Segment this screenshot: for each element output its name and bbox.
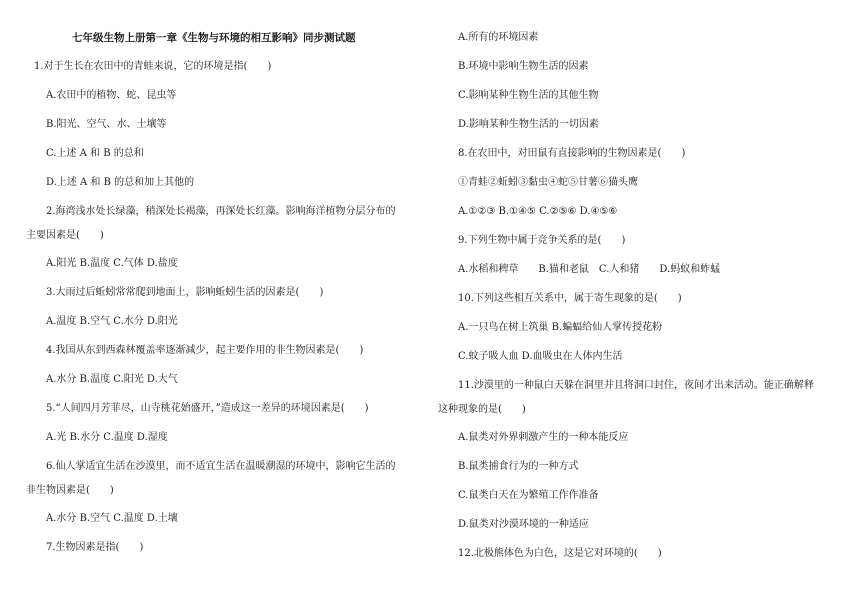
question-12: 12.北极熊体色为白色，这是它对环境的( ) <box>458 548 662 559</box>
option-11d: D.鼠类对沙漠环境的一种适应 <box>458 519 589 530</box>
question-5: 5.“人间四月芳菲尽，山寺桃花始盛开，”造成这一差异的环境因素是( ) <box>46 403 369 414</box>
question-10: 10.下列这些相互关系中，属于寄生现象的是( ) <box>458 293 682 304</box>
question-6: 6.仙人掌适宜生活在沙漠里，而不适宜生活在温暖潮湿的环境中，影响它生活的 <box>46 461 396 472</box>
options-5: A.光 B.水分 C.温度 D.湿度 <box>46 432 168 443</box>
options-10-cd: C.蚊子吸人血 D.血吸虫在人体内生活 <box>458 351 623 362</box>
question-7: 7.生物因素是指( ) <box>46 542 144 553</box>
options-4: A.水分 B.温度 C.阳光 D.大气 <box>46 374 178 385</box>
option-1b: B.阳光、空气、水、土壤等 <box>46 119 167 130</box>
option-7b: B.环境中影响生物生活的因素 <box>458 61 589 72</box>
question-6-cont: 非生物因素是( ) <box>26 485 114 496</box>
document-title: 七年级生物上册第一章《生物与环境的相互影响》同步测试题 <box>72 32 356 44</box>
option-7d: D.影响某种生物生活的一切因素 <box>458 119 599 130</box>
option-11a: A.鼠类对外界刺激产生的一种本能反应 <box>458 432 629 443</box>
question-3: 3.大雨过后蚯蚓常常爬到地面上，影响蚯蚓生活的因素是( ) <box>46 287 324 298</box>
options-8: A.①②③ B.①④⑤ C.②⑤⑥ D.④⑤⑥ <box>458 206 618 217</box>
options-6: A.水分 B.空气 C.温度 D.土壤 <box>46 513 178 524</box>
question-2-cont: 主要因素是( ) <box>26 230 104 241</box>
question-1: 1.对于生长在农田中的青蛙来说，它的环境是指( ) <box>34 61 272 72</box>
option-1c: C.上述 A 和 B 的总和 <box>46 148 144 159</box>
option-1a: A.农田中的植物、蛇、昆虫等 <box>46 90 177 101</box>
options-10-ab: A.一只鸟在树上筑巢 B.蝙蝠给仙人掌传授花粉 <box>458 322 663 333</box>
question-11: 11.沙漠里的一种鼠白天躲在洞里并且将洞口封住，夜间才出来活动。能正确解释 <box>458 380 814 391</box>
options-2: A.阳光 B.温度 C.气体 D.盐度 <box>46 258 178 269</box>
option-11b: B.鼠类捕食行为的一种方式 <box>458 461 579 472</box>
question-9: 9.下列生物中属于竞争关系的是( ) <box>458 235 626 246</box>
option-1d: D.上述 A 和 B 的总和加上其他的 <box>46 177 195 188</box>
question-8: 8.在农田中，对田鼠有直接影响的生物因素是( ) <box>458 148 686 159</box>
option-7a: A.所有的环境因素 <box>458 32 539 43</box>
question-2: 2.海湾浅水处长绿藻，稍深处长褐藻，再深处长红藻。影响海洋植物分层分布的 <box>46 206 396 217</box>
option-7c: C.影响某种生物生活的其他生物 <box>458 90 599 101</box>
option-11c: C.鼠类白天在为繁殖工作作准备 <box>458 490 599 501</box>
question-4: 4.我国从东到西森林覆盖率逐渐减少，起主要作用的非生物因素是( ) <box>46 345 364 356</box>
question-11-cont: 这种现象的是( ) <box>438 404 526 415</box>
options-9: A.水稻和稗草 B.猫和老鼠 C.人和猪 D.蚂蚁和蚱蜢 <box>458 264 721 275</box>
question-8-items: ①青蛙②蚯蚓③黏虫④蛇⑤甘薯⑥猫头鹰 <box>458 177 638 188</box>
options-3: A.温度 B.空气 C.水分 D.阳光 <box>46 316 178 327</box>
